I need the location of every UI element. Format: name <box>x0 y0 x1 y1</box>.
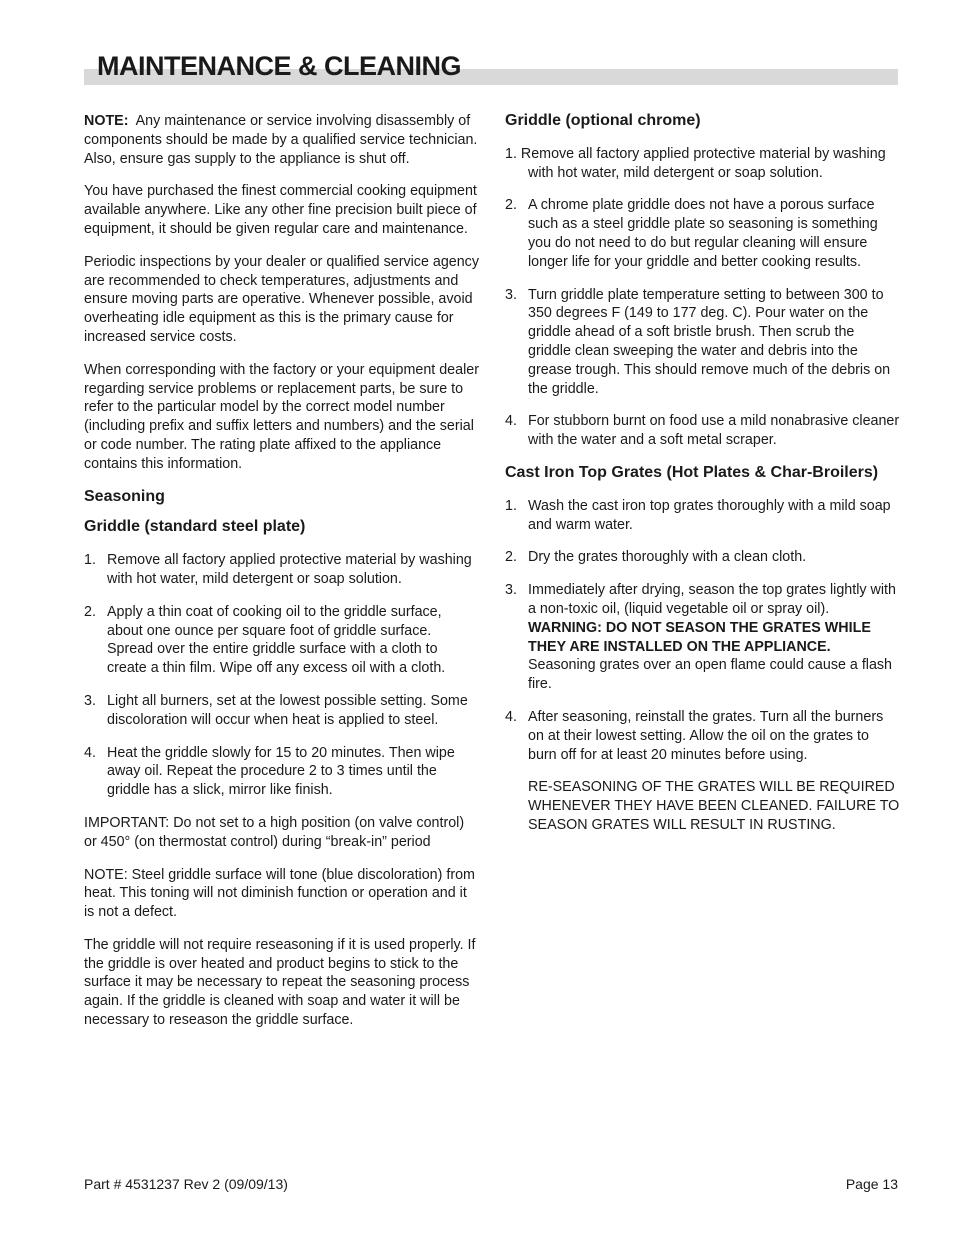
griddle-chrome-heading: Griddle (optional chrome) <box>505 112 701 129</box>
note-label: NOTE: <box>84 113 129 129</box>
list-item: 2. Dry the grates thoroughly with a clean cloth. <box>505 549 807 566</box>
list-item: 1. Remove all factory applied protective material by washing with hot water, mild detergent or soap solution. <box>505 145 886 181</box>
reseason-notice: RE-SEASONING OF THE GRATES WILL BE REQUIRED WHENEVER THEY HAVE BEEN CLEANED. FAILURE TO SEASON GRATES WILL RESULT IN RUSTING. <box>528 779 900 833</box>
intro-paragraph: You have purchased the finest commercial cooking equipment available anywhere. Like any other fine precision built piece of equipment, it should be given regular care and maintenance. <box>84 183 477 237</box>
note-text: Any maintenance or service involving disassembly of components should be made by a qualified service technician. Also, ensure gas supply to the appliance is shut off. <box>84 113 478 167</box>
page-title: MAINTENANCE & CLEANING <box>97 51 461 81</box>
list-item: 2. Apply a thin coat of cooking oil to the griddle surface, about one ounce per square foot of griddle surface. Spread over the entire griddle surface with a cloth to create a thin film. Wipe off any excess oil with a cloth. <box>84 603 446 677</box>
corresponding-paragraph: When corresponding with the factory or your equipment dealer regarding service problems or replacement parts, be sure to refer to the particular model by the correct model number (including prefix and suffix letters and numbers) and the serial or code number. The rating plate affixed to the appliance contains this information. <box>84 361 479 472</box>
important-paragraph: IMPORTANT: Do not set to a high position (on valve control) or 450° (on thermostat control) during “break-in” period <box>84 814 465 850</box>
seasoning-heading: Seasoning <box>84 487 165 505</box>
cast-iron-heading: Cast Iron Top Grates (Hot Plates & Char-Broilers) <box>505 463 879 481</box>
list-item: 3. Light all burners, set at the lowest possible setting. Some discoloration will occur when heat is applied to steel. <box>84 692 468 728</box>
toning-note-paragraph: NOTE: Steel griddle surface will tone (blue discoloration) from heat. This toning will not diminish function or operation and it is not a defect. <box>84 866 475 921</box>
right-column <box>505 112 900 849</box>
list-item: 4. For stubborn burnt on food use a mild nonabrasive cleaner with the water and a soft metal scraper. <box>505 413 900 449</box>
griddle-standard-heading: Griddle (standard steel plate) <box>84 518 306 536</box>
list-item: 1. Wash the cast iron top grates thoroughly with a mild soap and warm water. <box>505 497 891 533</box>
list-item: 1. Remove all factory applied protective material by washing with hot water, mild detergent or soap solution. <box>84 552 472 587</box>
warning-text: WARNING: DO NOT SEASON THE GRATES WHILE THEY ARE INSTALLED ON THE APPLIANCE. <box>528 619 871 655</box>
list-item: 2. A chrome plate griddle does not have a porous surface such as a steel griddle plate so seasoning is something you do not need to do but regular cleaning will ensure longer life for your griddle and better cooking results. <box>505 197 878 270</box>
inspection-paragraph: Periodic inspections by your dealer or qualified service agency are recommended to check temperatures, adjustments and ensure moving parts are operative. Whenever possible, avoid overheating idle equipment as this is the primary cause for increased service costs. <box>84 253 479 345</box>
note-paragraph <box>84 112 479 168</box>
list-item: 3. Immediately after drying, season the top grates lightly with a non-toxic oil, (liquid vegetable oil or spray oil). WARNING: DO NOT SEASON THE GRATES WHILE THEY ARE INSTALLED ON THE APPLIANCE. Seasoning grates over an open flame could cause a flash fire. <box>505 582 896 693</box>
list-item: 4. After seasoning, reinstall the grates. Turn all the burners on at their lowest setting. Allow the oil on the grates to burn off for at least 20 minutes before using. <box>505 708 884 763</box>
page-number: Page 13 <box>845 1176 898 1192</box>
list-item: 4. Heat the griddle slowly for 15 to 20 minutes. Then wipe away oil. Repeat the procedure 2 to 3 times until the griddle has a slick, mirror like finish. <box>84 744 455 799</box>
left-column <box>84 112 479 1044</box>
list-item: 3. Turn griddle plate temperature setting to between 300 to 350 degrees F (149 to 177 deg. C). Pour water on the griddle ahead of a soft bristle brush. Then scrub the griddle clean sweeping the water and debris into the grease trough. This should remove much of the debris on the griddle. <box>505 286 891 397</box>
reseasoning-paragraph: The griddle will not require reseasoning if it is used properly. If the griddle is over heated and product begins to stick to the surface it may be necessary to repeat the seasoning process again. If the griddle is cleaned with soap and water it will be necessary to reseason the griddle surface. <box>84 936 476 1029</box>
part-number: Part # 4531237 Rev 2 (09/09/13) <box>84 1176 288 1192</box>
